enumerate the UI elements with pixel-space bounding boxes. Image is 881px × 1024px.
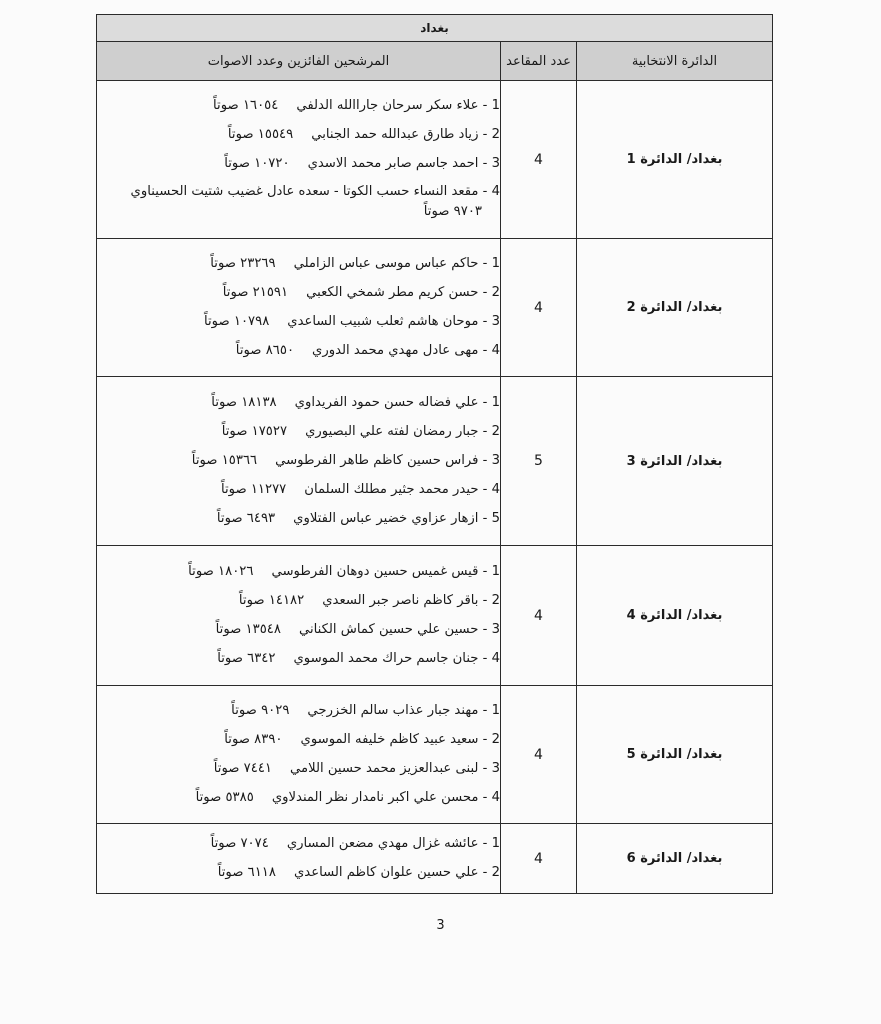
- district-seats: 4: [501, 81, 577, 239]
- candidate-entry: [97, 726, 500, 755]
- candidate-name: 1 - علي فضاله حسن حمود الفريداوي: [294, 394, 500, 410]
- candidate-votes: ٦٤٩٣ صوتاً: [216, 510, 276, 526]
- candidate-votes: ٢٣٢٦٩ صوتاً: [210, 255, 276, 271]
- candidate-entry: [97, 697, 500, 726]
- candidate-votes: ١٧٥٢٧ صوتاً: [221, 423, 288, 439]
- district-seats: 4: [501, 239, 577, 377]
- candidate-votes: ١٠٧٩٨ صوتاً: [203, 313, 270, 329]
- candidate-entry: [97, 418, 500, 447]
- candidate-votes: ٨٣٩٠ صوتاً: [224, 731, 283, 747]
- election-results-table: [96, 14, 773, 894]
- candidate-name: 2 - حسن كريم مطر شمخي الكعبي: [306, 284, 500, 300]
- candidate-votes: ١٥٥٤٩ صوتاً: [227, 127, 294, 142]
- district-candidates: [97, 546, 501, 686]
- district-seats: 4: [501, 546, 577, 686]
- district-name: بغداد/ الدائرة 1: [577, 81, 773, 239]
- candidate-entry: [97, 476, 500, 505]
- candidate-name: 2 - جبار رمضان لفته علي البصيوري: [305, 423, 500, 439]
- candidate-votes: ٨٦٥٠ صوتاً: [235, 342, 295, 358]
- candidate-votes: ١٥٣٦٦ صوتاً: [191, 452, 258, 468]
- candidate-name: 1 - قيس غميس حسين دوهان الفرطوسي: [271, 563, 500, 579]
- candidate-votes: ٩٠٢٩ صوتاً: [231, 702, 290, 718]
- candidate-votes: ١٨١٣٨ صوتاً: [211, 394, 277, 410]
- candidate-name: 1 - علاء سكر سرحان جاراالله الدلفي: [296, 98, 500, 113]
- candidate-name: 3 - حسين علي حسين كماش الكناني: [298, 621, 500, 637]
- district-name: بغداد/ الدائرة 2: [577, 239, 773, 377]
- candidate-votes: ٦٣٤٢ صوتاً: [217, 650, 276, 666]
- candidate-votes: ٢١٥٩١ صوتاً: [222, 284, 289, 300]
- candidate-name: 4 - مقعد النساء حسب الكوتا - سعده عادل غضيب شتيت الحسيناوي: [130, 184, 500, 199]
- district-candidates: [97, 81, 501, 239]
- candidate-entry: [97, 447, 500, 476]
- district-seats: 4: [501, 824, 577, 894]
- candidate-entry: [97, 587, 500, 616]
- candidate-entry: [97, 250, 500, 279]
- candidate-name: 4 - مهى عادل مهدي محمد الدوري: [312, 342, 500, 358]
- candidate-entry: [97, 784, 500, 813]
- candidate-entry: [97, 859, 500, 888]
- candidate-votes: ١٨٠٢٦ صوتاً: [188, 563, 254, 579]
- candidate-name: 4 - جنان جاسم حراك محمد الموسوي: [293, 650, 500, 666]
- header-seats: عدد المقاعد: [501, 42, 577, 81]
- district-name: بغداد/ الدائرة 6: [577, 824, 773, 894]
- candidate-name: 3 - فراس حسين كاظم طاهر الفرطوسي: [275, 452, 500, 468]
- table-title-row: [97, 15, 773, 42]
- candidate-name: 2 - زياد طارق عبدالله حمد الجنابي: [311, 127, 500, 142]
- candidate-entry: [97, 389, 500, 418]
- candidate-entry: [97, 308, 500, 337]
- candidate-entry: [97, 645, 500, 674]
- candidate-entry: [97, 755, 500, 784]
- candidate-name: 2 - سعيد عبيد كاظم خليفه الموسوي: [300, 731, 500, 747]
- candidate-entry: [97, 616, 500, 645]
- table-header-row: [97, 42, 773, 81]
- header-district: الدائرة الانتخابية: [577, 42, 773, 81]
- district-row: [97, 239, 773, 377]
- page-number: 3: [436, 918, 445, 933]
- candidate-votes: ١٣٥٤٨ صوتاً: [215, 621, 281, 637]
- candidate-votes: ١٠٧٢٠ صوتاً: [224, 156, 290, 171]
- candidate-name: 3 - موحان هاشم ثعلب شبيب الساعدي: [287, 313, 500, 329]
- district-name: بغداد/ الدائرة 4: [577, 546, 773, 686]
- candidate-name: 5 - ازهار عزاوي خضير عباس الفتلاوي: [293, 510, 500, 526]
- candidate-name: 3 - لبنى عبدالعزيز محمد حسين اللامي: [290, 760, 500, 776]
- candidate-votes: ١١٢٧٧ صوتاً: [220, 481, 287, 497]
- candidate-entry: [97, 121, 500, 150]
- candidate-name: 2 - علي حسين علوان كاظم الساعدي: [293, 864, 500, 880]
- district-candidates: [97, 377, 501, 546]
- candidate-name: 1 - مهند جبار عذاب سالم الخزرجي: [307, 702, 500, 718]
- candidate-name: 2 - باقر كاظم ناصر جبر السعدي: [322, 592, 500, 608]
- candidate-entry: [97, 505, 500, 534]
- district-seats: 5: [501, 377, 577, 546]
- candidate-votes: ٧٠٧٤ صوتاً: [210, 835, 269, 851]
- district-row: [97, 81, 773, 239]
- candidate-entry: [97, 279, 500, 308]
- district-name: بغداد/ الدائرة 5: [577, 686, 773, 824]
- candidate-entry: [97, 150, 500, 179]
- candidate-entry: [97, 92, 500, 121]
- candidate-entry: [97, 558, 500, 587]
- district-row: [97, 686, 773, 824]
- candidate-votes: ٩٧٠٣ صوتاً: [423, 204, 482, 219]
- district-candidates: [97, 824, 501, 894]
- candidate-votes: ٦١١٨ صوتاً: [217, 864, 276, 880]
- district-candidates: [97, 239, 501, 377]
- table-title: بغداد: [97, 15, 773, 42]
- candidate-entry: [97, 337, 500, 366]
- candidate-name: 1 - حاكم عباس موسى عباس الزاملي: [293, 255, 500, 271]
- candidate-votes: ٧٤٤١ صوتاً: [213, 760, 273, 776]
- candidate-name: 3 - احمد جاسم صابر محمد الاسدي: [307, 156, 500, 171]
- candidate-votes: ٥٣٨٥ صوتاً: [195, 789, 254, 805]
- table-body: [97, 81, 773, 894]
- district-name: بغداد/ الدائرة 3: [577, 377, 773, 546]
- candidate-name: 4 - حيدر محمد جثير مطلك السلمان: [304, 481, 500, 497]
- district-row: [97, 546, 773, 686]
- candidate-name: 4 - محسن علي اكبر نامدار نظر المندلاوي: [271, 789, 500, 805]
- district-candidates: [97, 686, 501, 824]
- district-row: [97, 377, 773, 546]
- candidate-votes: ١٤١٨٢ صوتاً: [238, 592, 305, 608]
- district-seats: 4: [501, 686, 577, 824]
- candidate-name: 1 - عائشه غزال مهدي مضعن المساري: [286, 835, 500, 851]
- candidate-entry: [97, 830, 500, 859]
- district-row: [97, 824, 773, 894]
- candidate-entry: [97, 179, 500, 227]
- candidate-votes: ١٦٠٥٤ صوتاً: [213, 98, 279, 113]
- header-candidates: المرشحين الفائزين وعدد الاصوات: [97, 42, 501, 81]
